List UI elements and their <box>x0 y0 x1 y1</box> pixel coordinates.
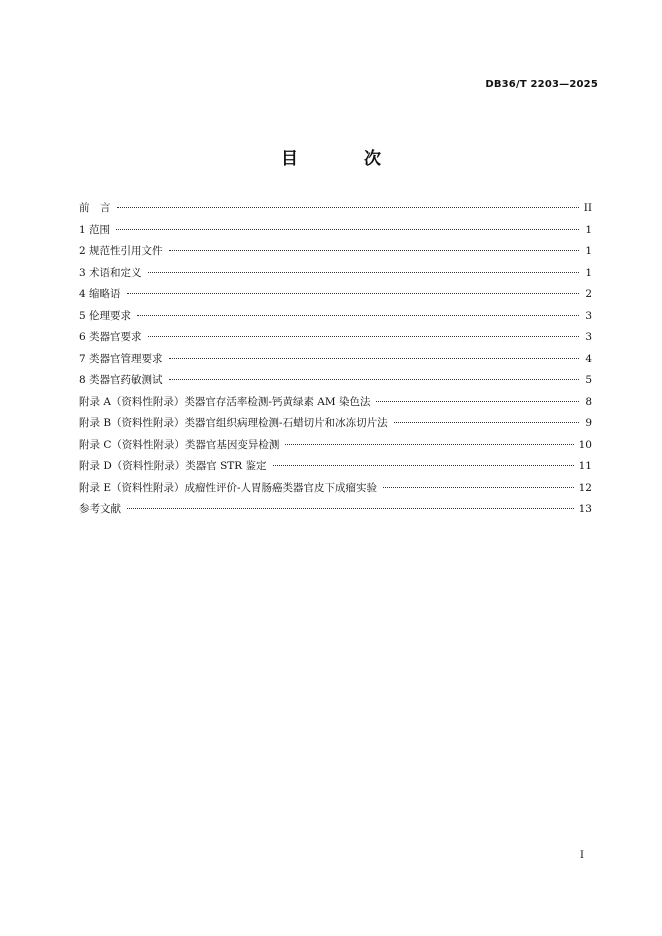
toc-leader-dots <box>383 487 574 488</box>
toc-entry-label: 附录 D（资料性附录）类器官 STR 鉴定 <box>79 460 267 472</box>
toc-entry[interactable] <box>79 413 592 435</box>
toc-entry-page: 13 <box>578 503 592 515</box>
toc-entry[interactable] <box>79 263 592 285</box>
toc-entry-page: 1 <box>585 245 592 257</box>
toc-leader-dots <box>127 508 574 509</box>
toc-entry-label: 8 类器官药敏测试 <box>79 374 163 386</box>
toc-entry-label: 前 言 <box>79 202 111 214</box>
toc-leader-dots <box>116 229 579 230</box>
toc-entry-page: 11 <box>578 460 592 472</box>
toc-entry-page: 8 <box>585 395 592 408</box>
toc-entry-label: 附录 B（资料性附录）类器官组织病理检测-石蜡切片和冰冻切片法 <box>79 417 388 429</box>
toc-entry-label: 7 类器官管理要求 <box>79 352 163 365</box>
toc-entry[interactable] <box>79 435 592 457</box>
toc-leader-dots <box>148 336 579 337</box>
toc-leader-dots <box>169 358 579 359</box>
table-of-contents <box>79 198 592 521</box>
toc-entry[interactable] <box>79 306 592 328</box>
toc-entry-page: 1 <box>585 223 592 236</box>
toc-entry[interactable] <box>79 220 592 242</box>
toc-entry[interactable] <box>79 198 592 220</box>
toc-entry-label: 6 类器官要求 <box>79 331 142 343</box>
toc-entry-page: II <box>583 202 592 214</box>
toc-entry-page: 10 <box>578 438 592 451</box>
toc-entry-page: 3 <box>585 309 592 322</box>
toc-entry[interactable] <box>79 392 592 414</box>
toc-entry-page: 4 <box>585 352 592 365</box>
toc-entry[interactable] <box>79 349 592 371</box>
toc-entry-page: 5 <box>585 374 592 386</box>
toc-entry-page: 2 <box>585 288 592 300</box>
toc-entry-label: 5 伦理要求 <box>79 309 132 322</box>
toc-entry-label: 3 术语和定义 <box>79 266 142 279</box>
toc-entry-label: 2 规范性引用文件 <box>79 245 163 257</box>
toc-leader-dots <box>117 207 579 208</box>
toc-entry-label: 附录 A（资料性附录）类器官存活率检测-钙黄绿素 AM 染色法 <box>79 395 371 408</box>
toc-entry[interactable] <box>79 370 592 392</box>
page-title: 目 次 <box>281 149 411 169</box>
toc-leader-dots <box>169 250 579 251</box>
toc-leader-dots <box>148 272 579 273</box>
page-number: I <box>580 850 584 861</box>
toc-entry-label: 附录 E（资料性附录）成瘤性评价-人胃肠癌类器官皮下成瘤实验 <box>79 481 378 494</box>
toc-entry[interactable] <box>79 456 592 478</box>
toc-leader-dots <box>127 293 579 294</box>
toc-entry-label: 1 范围 <box>79 223 111 236</box>
toc-leader-dots <box>137 315 579 316</box>
toc-entry-label: 附录 C（资料性附录）类器官基因变异检测 <box>79 438 280 451</box>
document-code: DB36/T 2203—2025 <box>485 79 598 90</box>
toc-entry-page: 1 <box>585 266 592 279</box>
toc-entry-page: 3 <box>585 331 592 343</box>
toc-leader-dots <box>273 465 574 466</box>
toc-entry-page: 12 <box>578 481 592 494</box>
toc-entry[interactable] <box>79 478 592 500</box>
toc-entry-page: 9 <box>585 417 592 429</box>
toc-entry[interactable] <box>79 241 592 263</box>
toc-entry[interactable] <box>79 327 592 349</box>
toc-leader-dots <box>285 444 573 445</box>
toc-entry[interactable] <box>79 284 592 306</box>
toc-leader-dots <box>394 422 579 423</box>
toc-leader-dots <box>169 379 579 380</box>
toc-entry-label: 参考文献 <box>79 503 121 515</box>
toc-entry-label: 4 缩略语 <box>79 288 121 300</box>
toc-entry[interactable] <box>79 499 592 521</box>
toc-leader-dots <box>376 401 579 402</box>
